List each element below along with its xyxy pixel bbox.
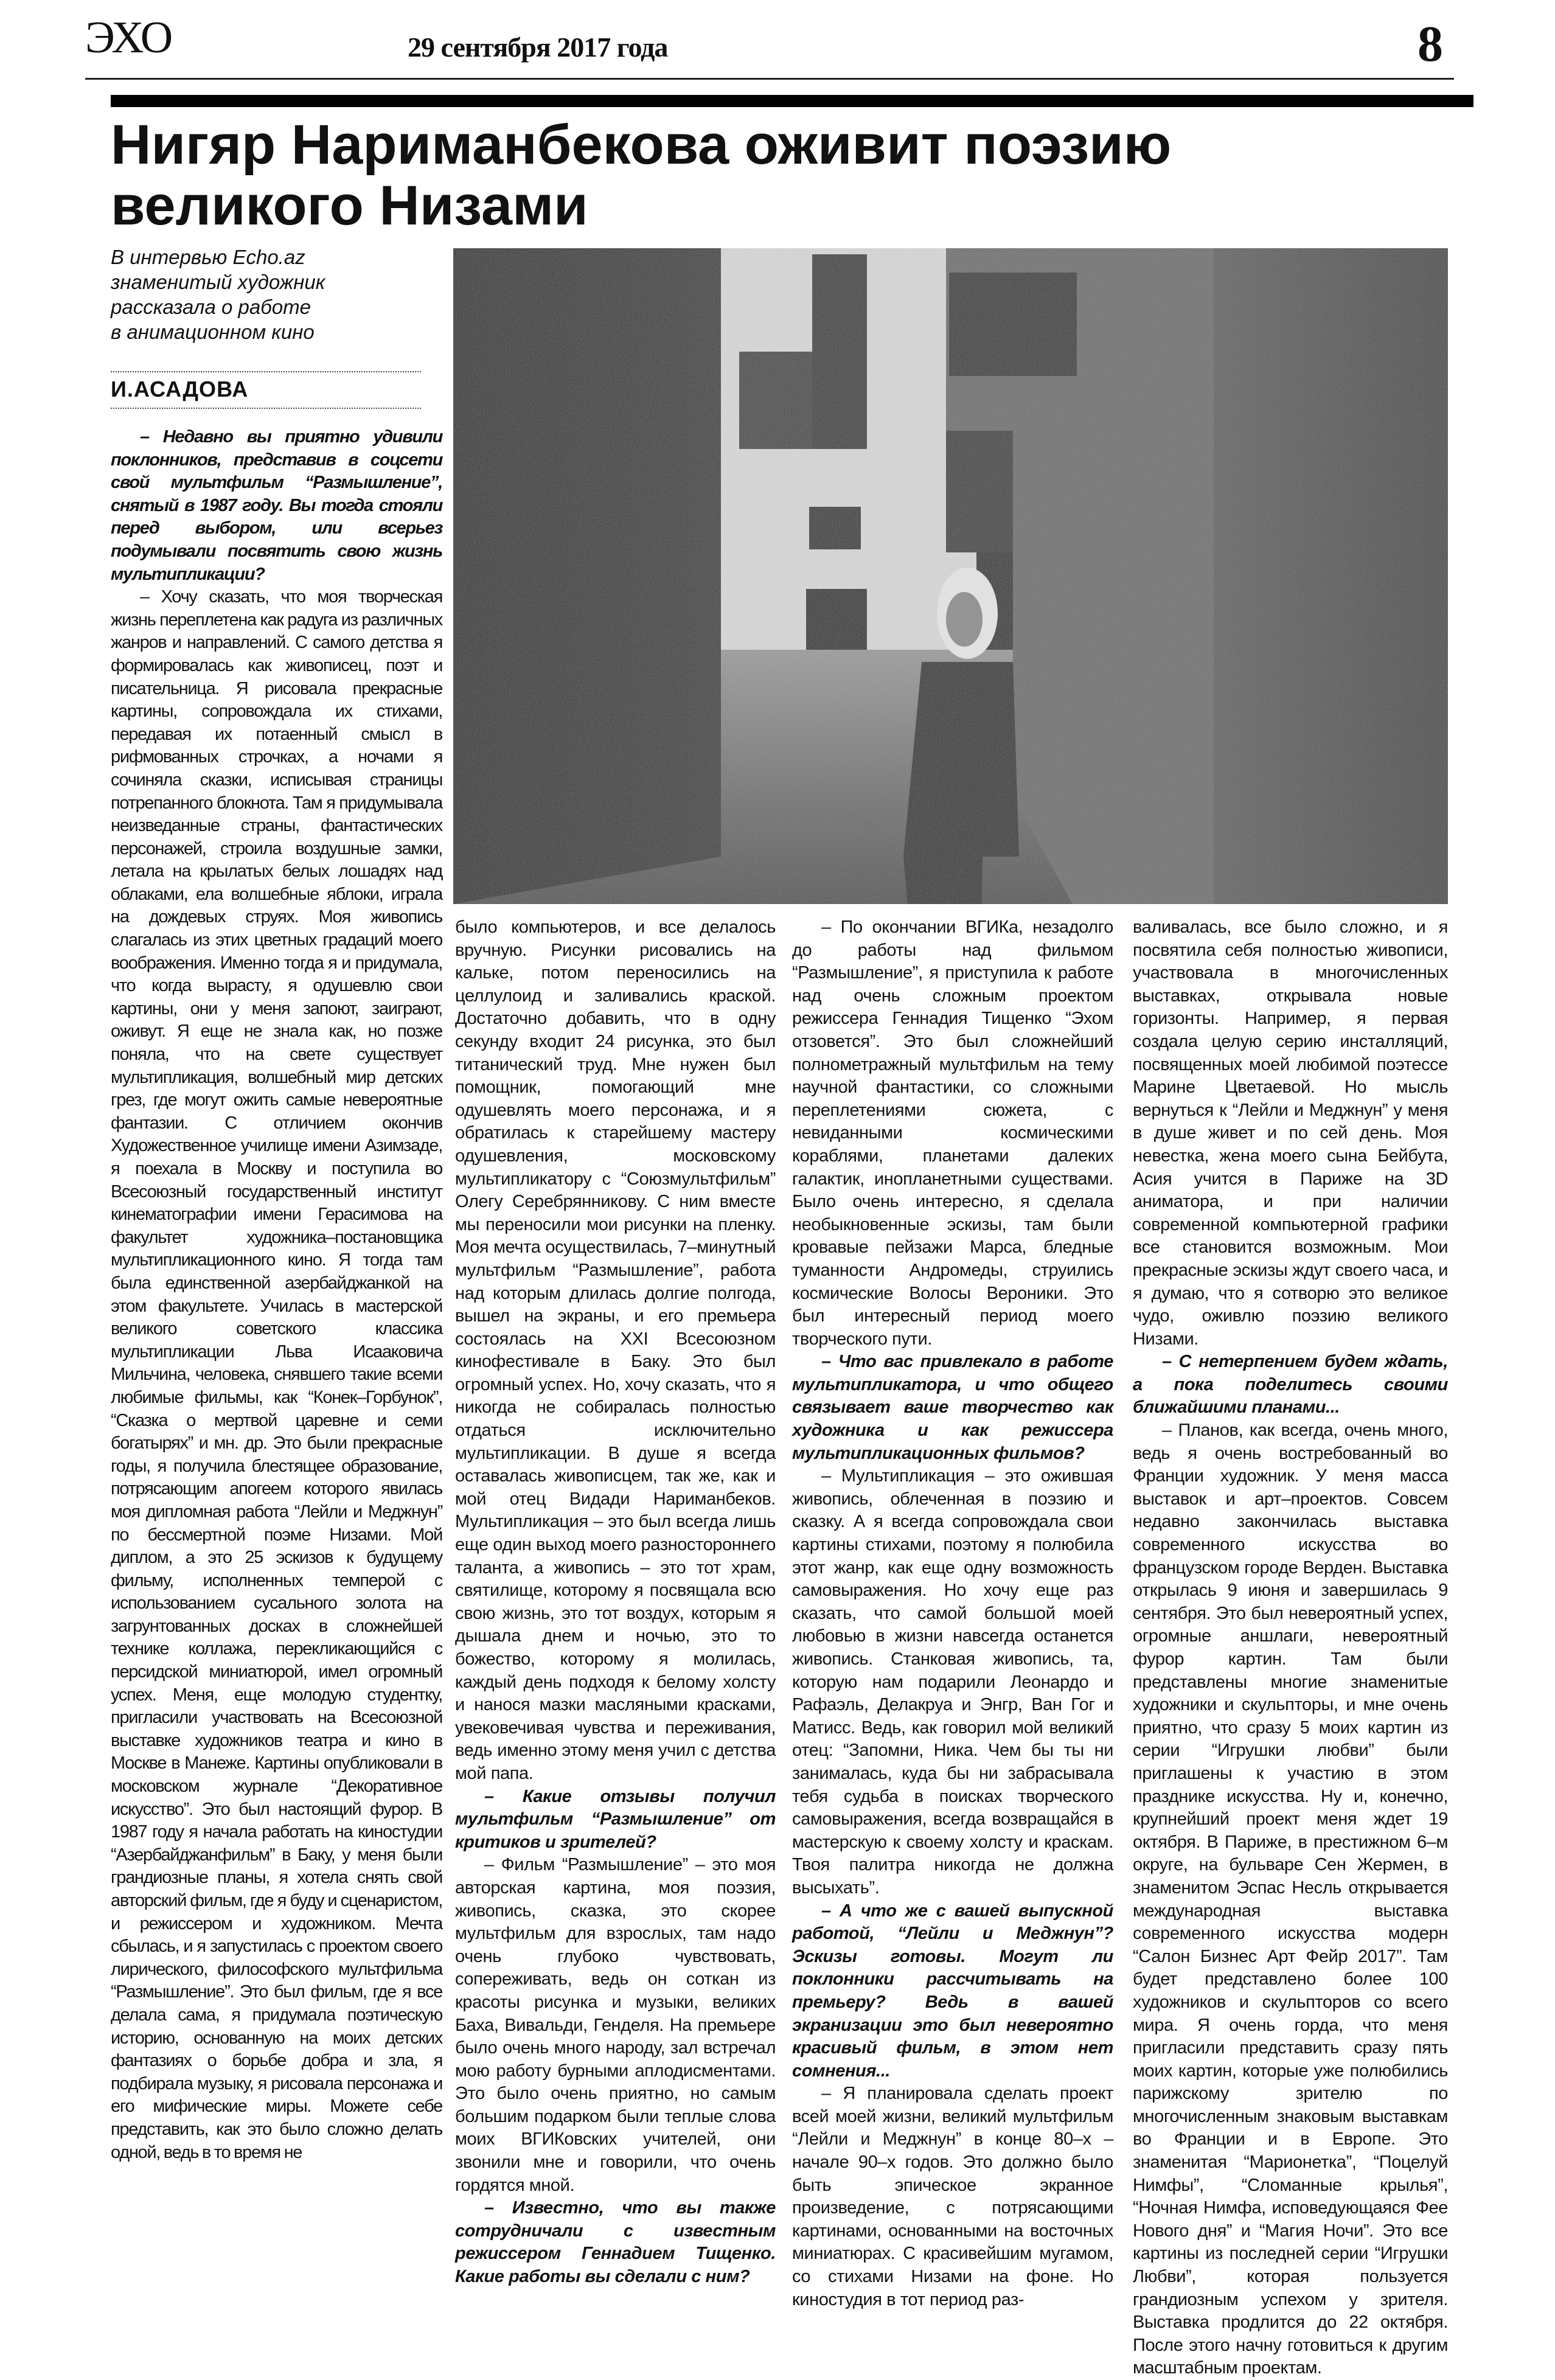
interview-question: – Какие отзывы получил мультфильм “Размышление” от критиков и зрителей? — [455, 1786, 776, 1852]
lead-line: рассказала о работе — [111, 296, 311, 318]
article-column-2 — [455, 916, 776, 2289]
interview-answer: – Я планировала сделать проект всей моей жизни, великий мультфильм “Лейли и Меджнун” в конце 80–х – начале 90–х годов. Это должно было быть эпическое экранное произведение, с потрясающими картинами, основанными на восточных миниатюрах. С красивейшим мугамом, со стихами Низами на фоне. Но киностудия в тот период раз- — [792, 2084, 1113, 2309]
interview-answer: – Хочу сказать, что моя творческая жизнь переплетена как радуга из различных жанров и направлений. С самого детства я формировалась как живописец, поэт и писательница. Я рисовала прекрасные картины, сопровождала их стихами, передавая их потаенный смысл в рифмованных строчках, а ночами я сочиняла сказки, исписывая страницы потрепанного блокнота. Там я придумывала неизведанные страны, фантастических персонажей, строила воздушные замки, летала на крылатых белых лошадях над облаками, ела волшебные яблоки, играла на дождевых струях. Моя живопись слагалась из этих цветных градаций моего воображения. Именно тогда я и придумала, что когда вырасту, я одушевлю свои картины, они у меня запоют, заиграют, оживут. Я еще не знала как, но позже поняла, что на свете существует мультипликация, волшебный мир детских грез, где могут ожить самые невероятные фантазии. С отличием окончив Художественное училище имени Азимзаде, я поехала в Москву и поступила во Всесоюзный государственный институт кинематографии имени Герасимова на факультет художника–постановщика мультипликационного кино. Я тогда там была единственной азербайджанкой на этом факультете. Училась в мастерской великого советского классика мультипликации Льва Исааковича Мильчина, человека, снявшего такие всеми любимые фильмы, как “Конек–Горбунок”, “Сказка о мертвой царевне и семи богатырях” и мн. др. Это были прекрасные годы, я получила блестящее образование, потрясающим апогеем которого явилась моя дипломная работа “Лейли и Меджнун” по бессмертной поэме Низами. Мой диплом, а это 25 эскизов к будущему фильму, исполненных темперой с использованием сусального золота на загрунтованных досках в сложнейшей технике коллажа, перекликающийся с персидской миниатюрой, имел огромный успех. Меня, еще молодую студентку, пригласили участвовать на Всесоюзной выставке художников театра и кино в Москве в Манеже. Картины опубликовали в московском журнале “Декоративное искусство”. Это был настоящий фурор. В 1987 году я начала работать на киностудии “Азербайджанфильм” в Баку, у меня были грандиозные планы, я хотела снять свой авторский фильм, где я буду и сценаристом, и режиссером и художником. Мечта сбылась, и я запустилась с проектом своего лирического, философского мультфильма “Размышление”. Это был фильм, где я все делала сама, я придумала поэтическую историю, основанную на моих детских фантазиях о борьбе добра и зла, я подбирала музыку, я рисовала персонажа и его мифические миры. Можете себе представить, как это было сложно делать одной, ведь в то время не — [111, 587, 442, 2162]
article-photo — [453, 248, 1448, 904]
author-byline: И.АСАДОВА — [111, 377, 249, 402]
lead-line: в анимационном кино — [111, 321, 315, 343]
article-lead — [111, 245, 439, 344]
byline-rule-bottom — [111, 408, 421, 409]
interview-question: – Известно, что вы также сотрудничали с известным режиссером Геннадием Тищенко. Какие работы вы сделали с ним? — [455, 2198, 776, 2287]
interview-question: – А что же с вашей выпускной работой, “Лейли и Меджнун”? Эскизы готовы. Могут ли поклонники рассчитывать на премьеру? Ведь в вашей экранизации это был невероятно красивый фильм, в этом нет сомнения... — [792, 1901, 1113, 2081]
lead-line: В интервью Echo.az — [111, 246, 305, 268]
interview-answer-continued: было компьютеров, и все делалось вручную. Рисунки рисовались на кальке, потом переносились на целлулоид и заливались краской. Достаточно добавить, что в одну секунду входит 24 рисунка, это был титанический труд. Мне нужен был помощник, помогающий мне одушевлять моего персонажа, и я обратилась к старейшему мастеру одушевления, московскому мультипликатору с “Союзмультфильм” Олегу Серебрянникову. С ним вместе мы переносили мои рисунки на пленку. Моя мечта осуществилась, 7–минутный мультфильм “Размышление”, работа над которым длилась долгие полгода, вышел на экраны, и его премьера состоялась на XXI Всесоюзном кинофестивале в Баку. Это был огромный успех. Но, хочу сказать, что я никогда не собиралась полностью отдаться исключительно мультипликации. В душе я всегда оставалась живописцем, так же, как и мой отец Видади Нариманбеков. Мультипликация – это был всегда лишь еще один выход моего разностороннего таланта, а живопись – это тот храм, святилище, которому я посвящала всю свою жизнь, это тот воздух, которым я дышала днем и ночью, это то божество, которому я молилась, каждый день подходя к белому холсту и нанося мазки масляными красками, увековечивая чувства и переживания, ведь именно этому меня учил с детства мой папа. — [455, 917, 776, 1783]
article-column-3 — [792, 916, 1113, 2311]
interview-question: – С нетерпением будем ждать, а пока поделитесь своими ближайшими планами... — [1133, 1352, 1448, 1418]
article-column-4 — [1133, 916, 1448, 2380]
page-number: 8 — [1418, 16, 1443, 72]
headline-line-1: Нигяр Нариманбекова оживит поэзию — [111, 114, 1172, 176]
issue-date: 29 сентября 2017 года — [408, 32, 668, 63]
interview-answer: – По окончании ВГИКа, незадолго до работы над фильмом “Размышление”, я приступила к работе над очень сложным проектом режиссера Геннадия Тищенко “Эхом отзовется”. Это был сложнейший полнометражный мультфильм на тему научной фантастики, со сложными переплетениями сюжета, с невиданными космическими кораблями, планетами далеких галактик, инопланетными существами. Было очень интересно, я сделала необыкновенные эскизы, там были кровавые пейзажи Марса, бледные туманности Андромеды, струились космические Волосы Вероники. Это был интересный период моего творческого пути. — [792, 917, 1113, 1349]
interview-answer: – Планов, как всегда, очень много, ведь я очень востребованный во Франции художник. У меня масса выставок и арт–проектов. Совсем недавно закончилась выставка современного искусства во французском городе Верден. Выставка открылась 9 июня и завершилась 9 сентября. Это был невероятный успех, огромные аншлаги, невероятный фурор картин. Там были представлены многие знаменитые художники и скульпторы, и мне очень приятно, что сразу 5 моих картин из серии “Игрушки любви” были приглашены к участию в этом празднике искусства. Ну и, конечно, крупнейший проект меня ждет 19 октября. В Париже, в престижном 6–м округе, на бульваре Сен Жермен, в знаменитом Эспас Несль открывается международная выставка современного искусства модерн “Салон Бизнес Арт Фейр 2017”. Там будет представлено более 100 художников и скульпторов со всего мира. Я очень горда, что меня пригласили представить сразу пять моих картин, которые уже полюбились парижскому зрителю по многочисленным знаковым выставкам во Франции и в Европе. Это знаменитая “Марионетка”, “Поцелуй Нимфы”, “Сломанные крылья”, “Ночная Нимфа, исповедующаяся Фее Нового дня” и “Магия Ночи”. Это все картины из последней серии “Игрушки Любви”, которая пользуется грандиозным успехом у зрителя. Выставка продлится до 22 октября. После этого начну готовиться к другим масштабным проектам. — [1133, 1421, 1448, 2378]
newspaper-name: ЭХО — [85, 13, 172, 63]
article-column-1 — [111, 426, 442, 2164]
interview-question: – Недавно вы приятно удивили поклонников, представив в соцсети свой мультфильм “Размышление”, снятый в 1987 году. Вы тогда стояли перед выбором, или всерьез подумывали посвятить свою жизнь мультипликации? — [111, 427, 442, 584]
street-portrait-photo-icon — [453, 248, 1448, 904]
lead-line: знаменитый художник — [111, 271, 325, 293]
interview-answer-continued: валивалась, все было сложно, и я посвятила себя полностью живописи, участвовала в многочисленных выставках, открывала новые горизонты. Например, я первая создала целую серию инсталляций, посвященных моей любимой поэтессе Марине Цветаевой. Но мысль вернуться к “Лейли и Меджнун” у меня в душе живет и по сей день. Моя невестка, жена моего сына Бейбута, Асия учится в Париже на 3D аниматора, и при наличии современной компьютерной графики все становится возможным. Мои прекрасные эскизы ждут своего часа, и я думаю, что я сотворю это великое чудо, оживлю поэзию великого Низами. — [1133, 917, 1448, 1349]
interview-answer: – Фильм “Размышление” – это моя авторская картина, моя поэзия, живопись, сказка, это скорее мультфильм для взрослых, там надо очень глубоко чувствовать, сопереживать, ведь он соткан из красоты рисунка и музыки, великих Баха, Вивальди, Генделя. На премьере было очень много народу, зал встречал мою работу бурными аплодисментами. Это было очень приятно, но самым большим подарком были теплые слова моих ВГИКовских учителей, они звонили мне и говорили, что очень гордятся мной. — [455, 1855, 776, 2195]
header-rule-thick — [111, 95, 1473, 107]
header-rule-thin — [85, 78, 1454, 80]
interview-answer: – Мультипликация – это ожившая живопись, облеченная в поэзию и сказку. А я всегда сопровождала свои картины стихами, поэтому я полюбила этот жанр, как еще одну возможность самовыражения. Но хочу еще раз сказать, что самой большой моей любовью в жизни навсегда останется живопись. Станковая живопись, та, которую нам подарили Леонардо и Рафаэль, Делакруа и Энгр, Ван Гог и Матисс. Ведь, как говорил мой великий отец: “Запомни, Ника. Чем бы ты ни занималась, куда бы ни забрасывала тебя судьба в поисках творческого самовыражения, всегда возвращайся в мастерскую к своему холсту и краскам. Твоя палитра никогда не должна высыхать”. — [792, 1466, 1113, 1898]
headline-line-2: великого Низами — [111, 175, 588, 237]
article-headline — [111, 114, 1510, 236]
interview-question: – Что вас привлекало в работе мультипликатора, и что общего связывает ваше творчество как художника и как режиссера мультипликационных фильмов? — [792, 1352, 1113, 1463]
byline-rule-top — [111, 371, 421, 372]
